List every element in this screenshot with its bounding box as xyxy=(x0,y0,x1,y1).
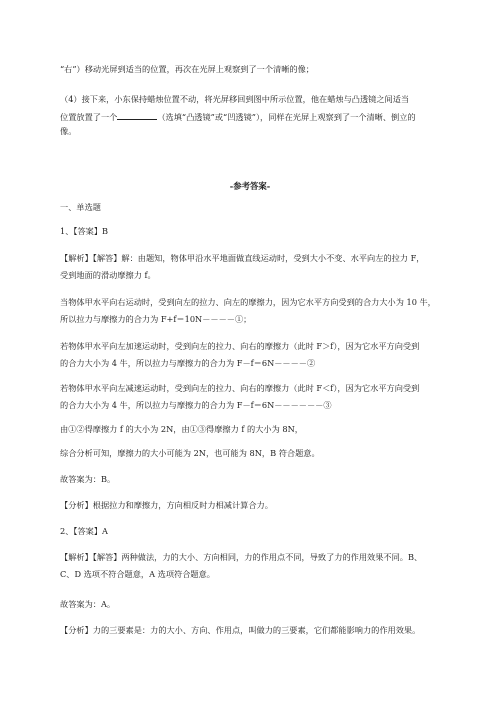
q2-summary: 【分析】力的三要素是：力的大小、方向、作用点，叫做力的三要素，它们都能影响力的作用效果。 xyxy=(60,625,421,635)
q1-friction-values: 由①②得摩擦力 f 的大小为 2N，由①③得摩擦力 f 的大小为 8N， xyxy=(60,424,303,434)
section-heading: 一、单选题 xyxy=(60,202,101,212)
q2-analysis-line-1: 【解析】【解答】两种做法，力的大小、方向相同，力的作用点不同，导致了力的作用效果不同。B、 xyxy=(60,552,423,562)
answer-blank xyxy=(117,110,157,120)
q2-analysis-line-2: C、D 选项不符合题意，A 选项符合题意。 xyxy=(60,569,215,579)
q2-final-answer: 故答案为：A。 xyxy=(60,599,116,609)
q1-rightward-line-2: 所以拉力与摩擦力的合力为 F+f＝10N－－－－①； xyxy=(60,314,252,324)
q1-accelerating-line-1: 若物体甲水平向左加速运动时，受到向左的拉力、向右的摩擦力（此时 F＞f），因为它水平方向受到 xyxy=(60,341,420,351)
q1-decelerating-case xyxy=(60,380,470,414)
q1-rightward-case xyxy=(60,294,470,328)
q4-line-2-post: （选填“凸透镜”或“凹透镜”），同样在光屏上观察到了一个清晰、倒立的 xyxy=(157,112,416,122)
q1-summary: 【分析】根据拉力和摩擦力，方向相反时力相减计算合力。 xyxy=(60,500,273,510)
q4-line-2 xyxy=(60,110,470,123)
q4-line-1: （4）接下来，小东保持蜡烛位置不动，将光屏移回到图中所示位置，他在蜡烛与凸透镜之间适当 xyxy=(60,94,410,104)
q1-final-answer: 故答案为：B。 xyxy=(60,474,116,484)
q1-analysis xyxy=(60,250,470,284)
q4-line-2-pre: 位置放置了一个 xyxy=(60,112,118,122)
q4-continuation-line: “右”）移动光屏到适当的位置，再次在光屏上观察到了一个清晰的像； xyxy=(60,64,314,74)
answer-key-title: -参考答案- xyxy=(229,181,271,191)
q1-accelerating-line-2: 的合力大小为 4 牛，所以拉力与摩擦力的合力为 F－f＝6N－－－－② xyxy=(60,358,316,368)
q1-analysis-line-1: 【解析】【解答】解：由题知，物体甲沿水平地面做直线运动时，受到大小不变、水平向左的拉力 F， xyxy=(60,253,425,263)
q2-analysis xyxy=(60,549,470,583)
q1-accelerating-case xyxy=(60,338,470,372)
q4-line-3: 像。 xyxy=(60,126,77,136)
q1-decelerating-line-2: 的合力大小为 4 牛，所以拉力与摩擦力的合力为 F－f＝6N－－－－－－③ xyxy=(60,400,332,410)
q1-rightward-line-1: 当物体甲水平向右运动时，受到向左的拉力、向左的摩擦力，因为它水平方向受到的合力大小为 10 牛， xyxy=(60,297,436,307)
q2-answer: 2、【答案】A xyxy=(60,526,108,536)
q1-decelerating-line-1: 若物体甲水平向左减速运动时，受到向左的拉力、向右的摩擦力（此时 F＜f），因为它水平方向受到 xyxy=(60,383,420,393)
q1-answer: 1、【答案】B xyxy=(60,226,109,236)
q1-analysis-line-2: 受到地面的滑动摩擦力 f。 xyxy=(60,270,156,280)
q1-conclusion: 综合分析可知，摩擦力的大小可能为 2N，也可能为 8N，B 符合题意。 xyxy=(60,448,320,458)
